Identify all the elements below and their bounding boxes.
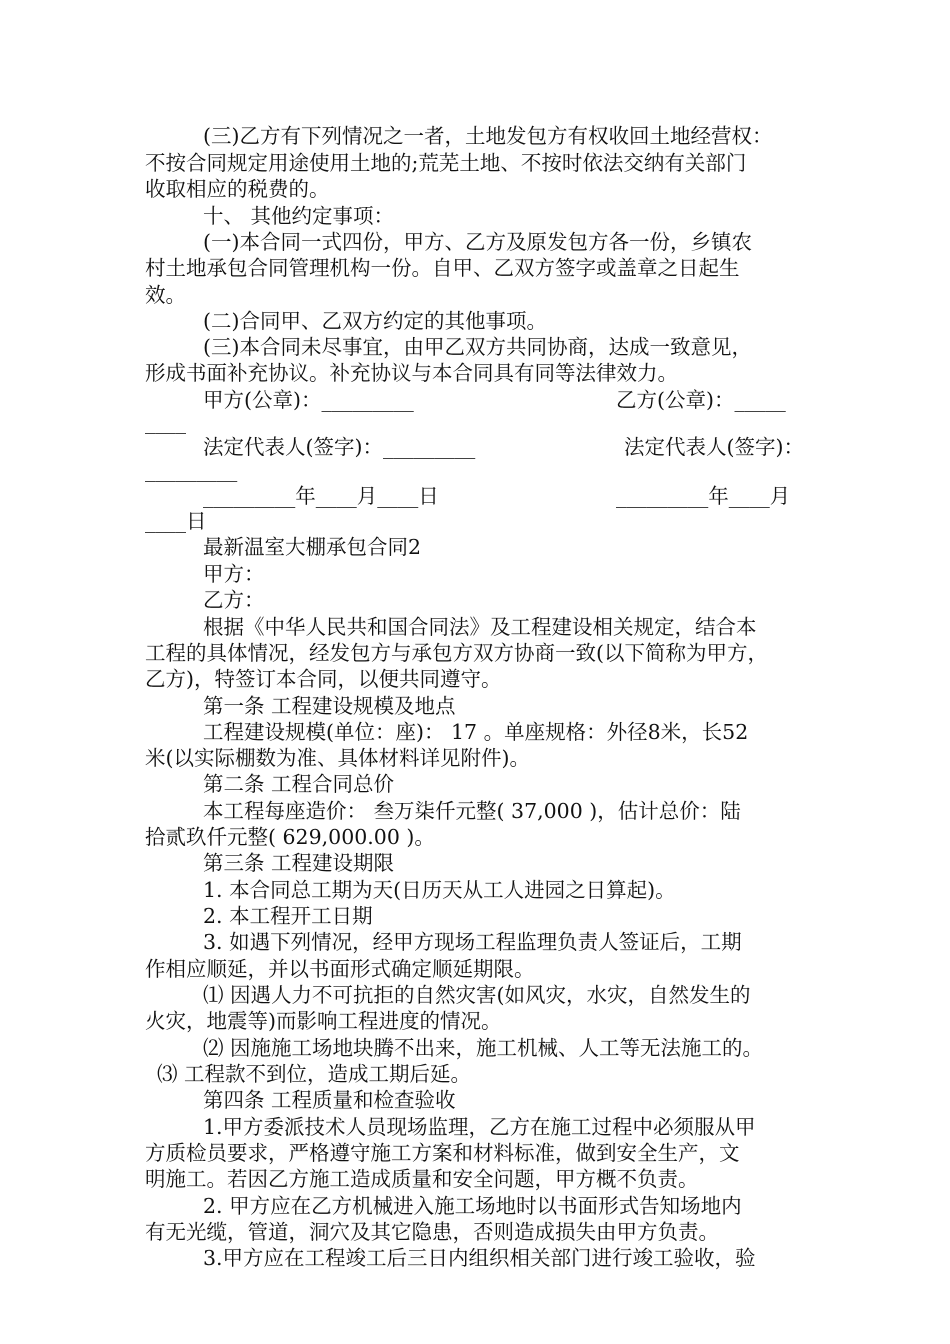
text-line: 形成书面补充协议。补充协议与本合同具有同等法律效力。 (145, 361, 678, 385)
text-line: 1.甲方委派技术人员现场监理，乙方在施工过程中必须服从甲 (203, 1115, 756, 1139)
text-line: 3.甲方应在工程竣工后三日内组织相关部门进行竣工验收，验 (203, 1246, 756, 1270)
text-line: 工程建设规模(单位：座)： 17 。单座规格：外径8米，长52 (203, 720, 749, 744)
text-line: 有无光缆，管道，洞穴及其它隐患，否则造成损失由甲方负责。 (145, 1220, 719, 1244)
party-a-representative-field: 法定代表人(签字)：_________ (203, 435, 476, 459)
text-line: ⑶ 工程款不到位，造成工期后延。 (157, 1062, 472, 1086)
text-line: 方质检员要求，严格遵守施工方案和材料标准，做到安全生产，文 (145, 1141, 740, 1165)
text-line: _________ (145, 458, 238, 482)
party-b-date-field: _________年____月 (616, 484, 791, 508)
article-heading: 第二条 工程合同总价 (203, 772, 395, 796)
text-line: 火灾，地震等)而影响工程进度的情况。 (145, 1009, 502, 1033)
article-heading: 第一条 工程建设规模及地点 (203, 694, 456, 718)
text-line: ____ (145, 410, 186, 434)
text-line: 米(以实际棚数为准、具体材料详见附件)。 (145, 746, 530, 770)
party-b-seal-field: 乙方(公章)：_____ (616, 388, 786, 412)
article-heading: 第三条 工程建设期限 (203, 851, 395, 875)
party-b-representative-field: 法定代表人(签字)： (624, 435, 804, 459)
text-line: 作相应顺延，并以书面形式确定顺延期限。 (145, 957, 535, 981)
text-line: 根据《中华人民共和国合同法》及工程建设相关规定，结合本 (203, 615, 757, 639)
text-line: 明施工。若因乙方施工造成质量和安全问题，甲方概不负责。 (145, 1167, 699, 1191)
party-a-seal-field: 甲方(公章)：_________ (203, 388, 414, 412)
text-line: ____日 (145, 509, 207, 533)
text-line: (二)合同甲、乙双方约定的其他事项。 (203, 309, 547, 333)
text-line: (三)乙方有下列情况之一者，土地发包方有权收回土地经营权： (203, 124, 773, 148)
section-heading: 十、 其他约定事项： (203, 204, 395, 228)
text-line: 乙方)，特签订本合同，以便共同遵守。 (145, 667, 502, 691)
text-line: 不按合同规定用途使用土地的;荒芜土地、不按时依法交纳有关部门 (145, 151, 747, 175)
text-line: ⑵ 因施施工场地块腾不出来，施工机械、人工等无法施工的。 (203, 1036, 764, 1060)
text-line: 收取相应的税费的。 (145, 177, 330, 201)
text-line: 1. 本合同总工期为天(日历天从工人进园之日算起)。 (203, 878, 676, 902)
text-line: ⑴ 因遇人力不可抗拒的自然灾害(如风灾，水灾，自然发生的 (203, 983, 751, 1007)
text-line: 3. 如遇下列情况，经甲方现场工程监理负责人签证后，工期 (203, 930, 742, 954)
text-line: (一)本合同一式四份，甲方、乙方及原发包方各一份，乡镇农 (203, 230, 752, 254)
text-line: 工程的具体情况，经发包方与承包方双方协商一致(以下简称为甲方， (145, 641, 768, 665)
party-a-date-field: _________年____月____日 (203, 484, 439, 508)
text-line: 2. 甲方应在乙方机械进入施工场地时以书面形式告知场地内 (203, 1194, 742, 1218)
party-a-label: 甲方： (203, 562, 265, 586)
party-b-label: 乙方： (203, 588, 265, 612)
text-line: 本工程每座造价： 叁万柒仟元整( 37,000 )，估计总价：陆 (203, 799, 741, 823)
text-line: 效。 (145, 283, 186, 307)
text-line: 2. 本工程开工日期 (203, 904, 373, 928)
text-line: 拾贰玖仟元整( 629,000.00 )。 (145, 825, 435, 849)
contract-title: 最新温室大棚承包合同2 (203, 535, 422, 559)
text-line: 村土地承包合同管理机构一份。自甲、乙双方签字或盖章之日起生 (145, 256, 740, 280)
article-heading: 第四条 工程质量和检查验收 (203, 1088, 456, 1112)
text-line: (三)本合同未尽事宜，由甲乙双方共同协商，达成一致意见， (203, 335, 752, 359)
